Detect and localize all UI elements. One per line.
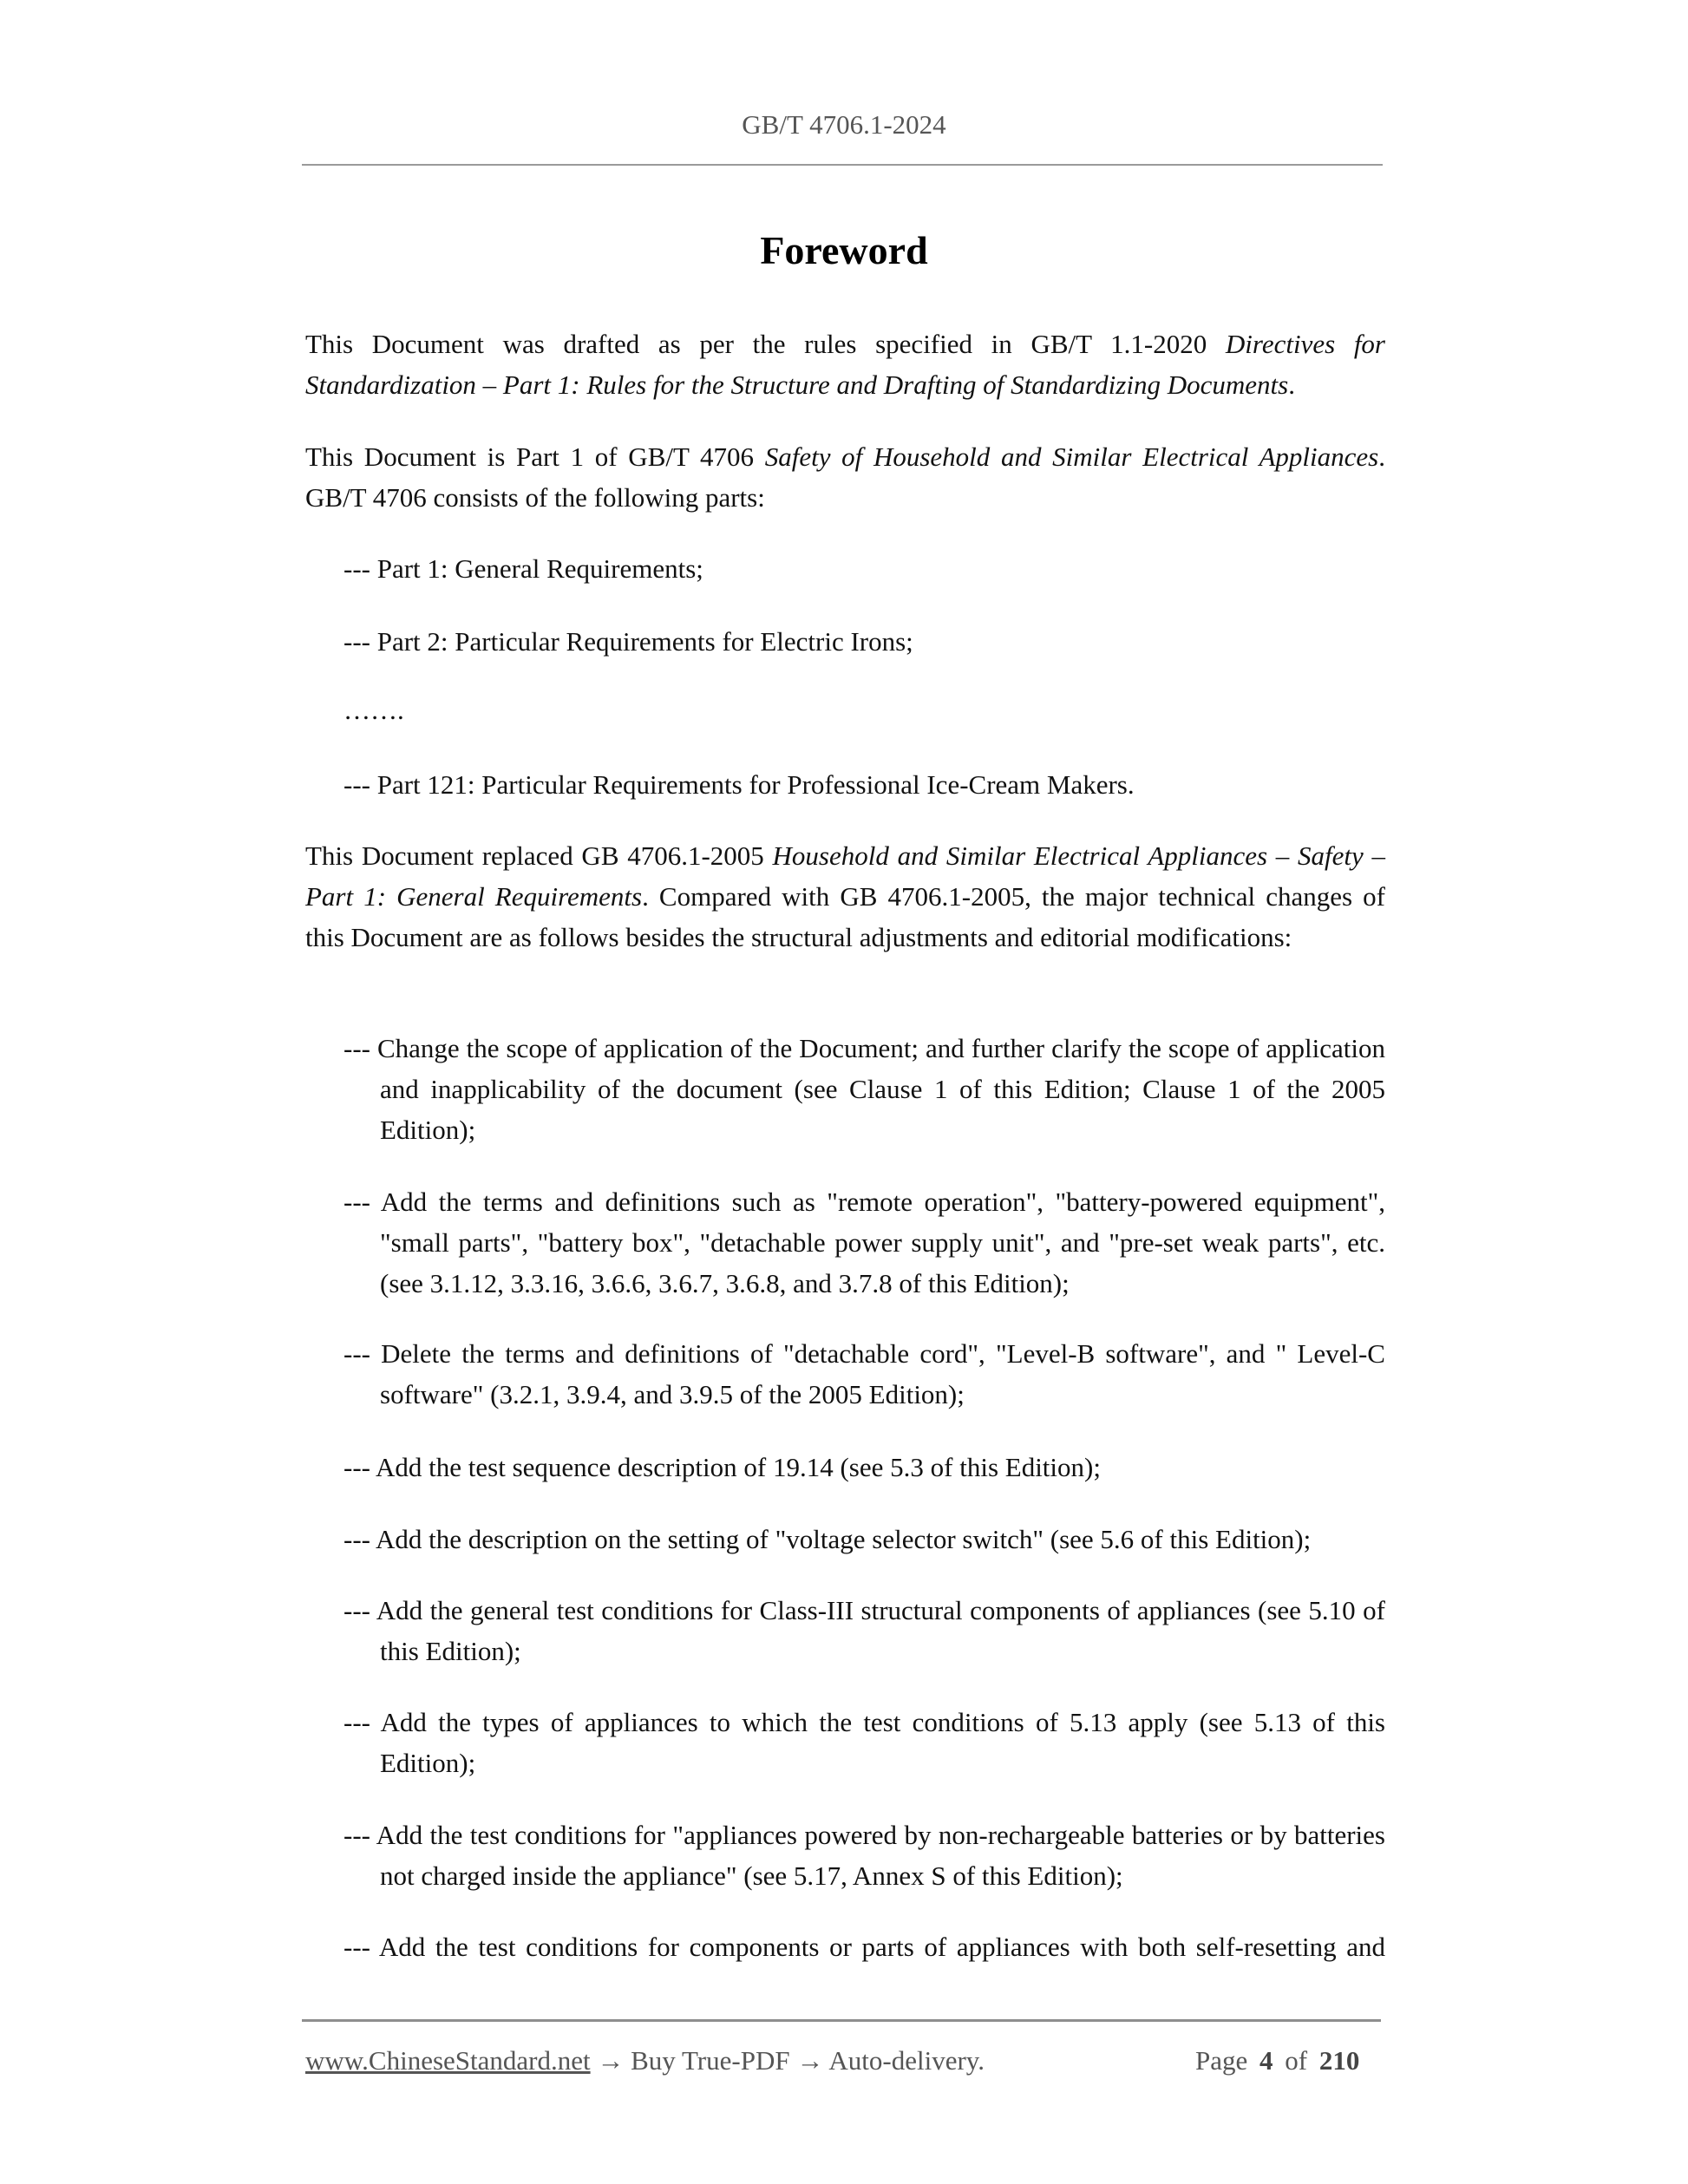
footer-divider bbox=[302, 2019, 1381, 2022]
page-label: Page bbox=[1195, 2045, 1248, 2076]
paragraph-italic-title: Directives for Standardization – Part 1: Rules for the Structure and Drafting of Standardizing Documents bbox=[305, 329, 1385, 400]
header-divider bbox=[302, 164, 1383, 166]
page-number: 4 bbox=[1259, 2045, 1273, 2076]
change-item: --- Add the test conditions for components or parts of appliances with both self-resetting and bbox=[343, 1932, 1385, 1962]
paragraph-italic-title: Safety of Household and Similar Electrical Appliances bbox=[764, 441, 1379, 472]
page-title: Foreword bbox=[760, 228, 928, 272]
paragraph-part-of-series bbox=[305, 437, 1385, 519]
paragraph-text: This Document was drafted as per the rules specified in GB/T 1.1-2020 bbox=[305, 329, 1226, 359]
change-item: --- Add the general test conditions for Class-III structural components of appliances (see 5.10 of this Edition); bbox=[343, 1595, 1385, 1666]
paragraph-text: This Document is Part 1 of GB/T 4706 bbox=[305, 441, 765, 472]
paragraph-text: This Document replaced GB 4706.1-2005 bbox=[305, 840, 773, 871]
paragraph-text: . GB/T 4706 consists of the following parts: bbox=[305, 441, 1385, 513]
page-indicator bbox=[1195, 2045, 1359, 2076]
change-item: --- Add the test sequence description of 19.14 (see 5.3 of this Edition); bbox=[343, 1452, 1101, 1482]
parts-list-item: --- Part 2: Particular Requirements for Electric Irons; bbox=[343, 626, 913, 657]
paragraph-italic-title: Household and Similar Electrical Appliances – Safety – Part 1: General Requirements bbox=[305, 840, 1385, 912]
paragraph-text: . Compared with GB 4706.1-2005, the major technical changes of this Document are as follows besides the structural adjustments and editorial modifications: bbox=[305, 880, 1385, 952]
change-item: --- Add the terms and definitions such as "remote operation", "battery-powered equipment", "small parts", "battery box", "detachable power supply unit", and "pre-set weak parts", etc. (see 3.1.12, 3.3.16, 3.6.6, 3.6.7, 3.6.8, and 3.7.8 of this Edition); bbox=[343, 1187, 1385, 1298]
of-label: of bbox=[1285, 2045, 1308, 2076]
parts-list-ellipsis: ……. bbox=[343, 695, 404, 725]
change-item: --- Add the test conditions for "appliances powered by non-rechargeable batteries or by batteries not charged inside the appliance" (see 5.17, Annex S of this Edition); bbox=[343, 1820, 1385, 1891]
parts-list-item: --- Part 121: Particular Requirements for Professional Ice-Cream Makers. bbox=[343, 769, 1135, 800]
running-header: GB/T 4706.1-2024 bbox=[742, 109, 946, 140]
change-item: --- Delete the terms and definitions of "detachable cord", "Level-B software", and " Level-C software" (3.2.1, 3.9.4, and 3.9.5 of the 2005 Edition); bbox=[343, 1338, 1385, 1409]
parts-list-item: --- Part 1: General Requirements; bbox=[343, 553, 703, 584]
arrow-right-icon: → bbox=[597, 2045, 625, 2076]
paragraph-replacement-note bbox=[305, 836, 1385, 958]
footer-promo bbox=[305, 2045, 985, 2076]
buy-text: Buy True-PDF bbox=[631, 2045, 790, 2076]
paragraph-drafting-rules bbox=[305, 324, 1385, 406]
delivery-text: Auto-delivery. bbox=[828, 2045, 985, 2076]
paragraph-text: . bbox=[1288, 369, 1295, 400]
change-item: --- Add the description on the setting of "voltage selector switch" (see 5.6 of this Edition); bbox=[343, 1524, 1312, 1554]
arrow-right-icon: → bbox=[796, 2045, 824, 2076]
change-item: --- Change the scope of application of the Document; and further clarify the scope of application and inapplicability of the document (see Clause 1 of this Edition; Clause 1 of the 2005 Edition); bbox=[343, 1033, 1385, 1145]
total-pages: 210 bbox=[1318, 2045, 1360, 2076]
change-item: --- Add the types of appliances to which the test conditions of 5.13 apply (see 5.13 of this Edition); bbox=[343, 1707, 1385, 1778]
website-link[interactable]: www.ChineseStandard.net bbox=[305, 2045, 591, 2076]
